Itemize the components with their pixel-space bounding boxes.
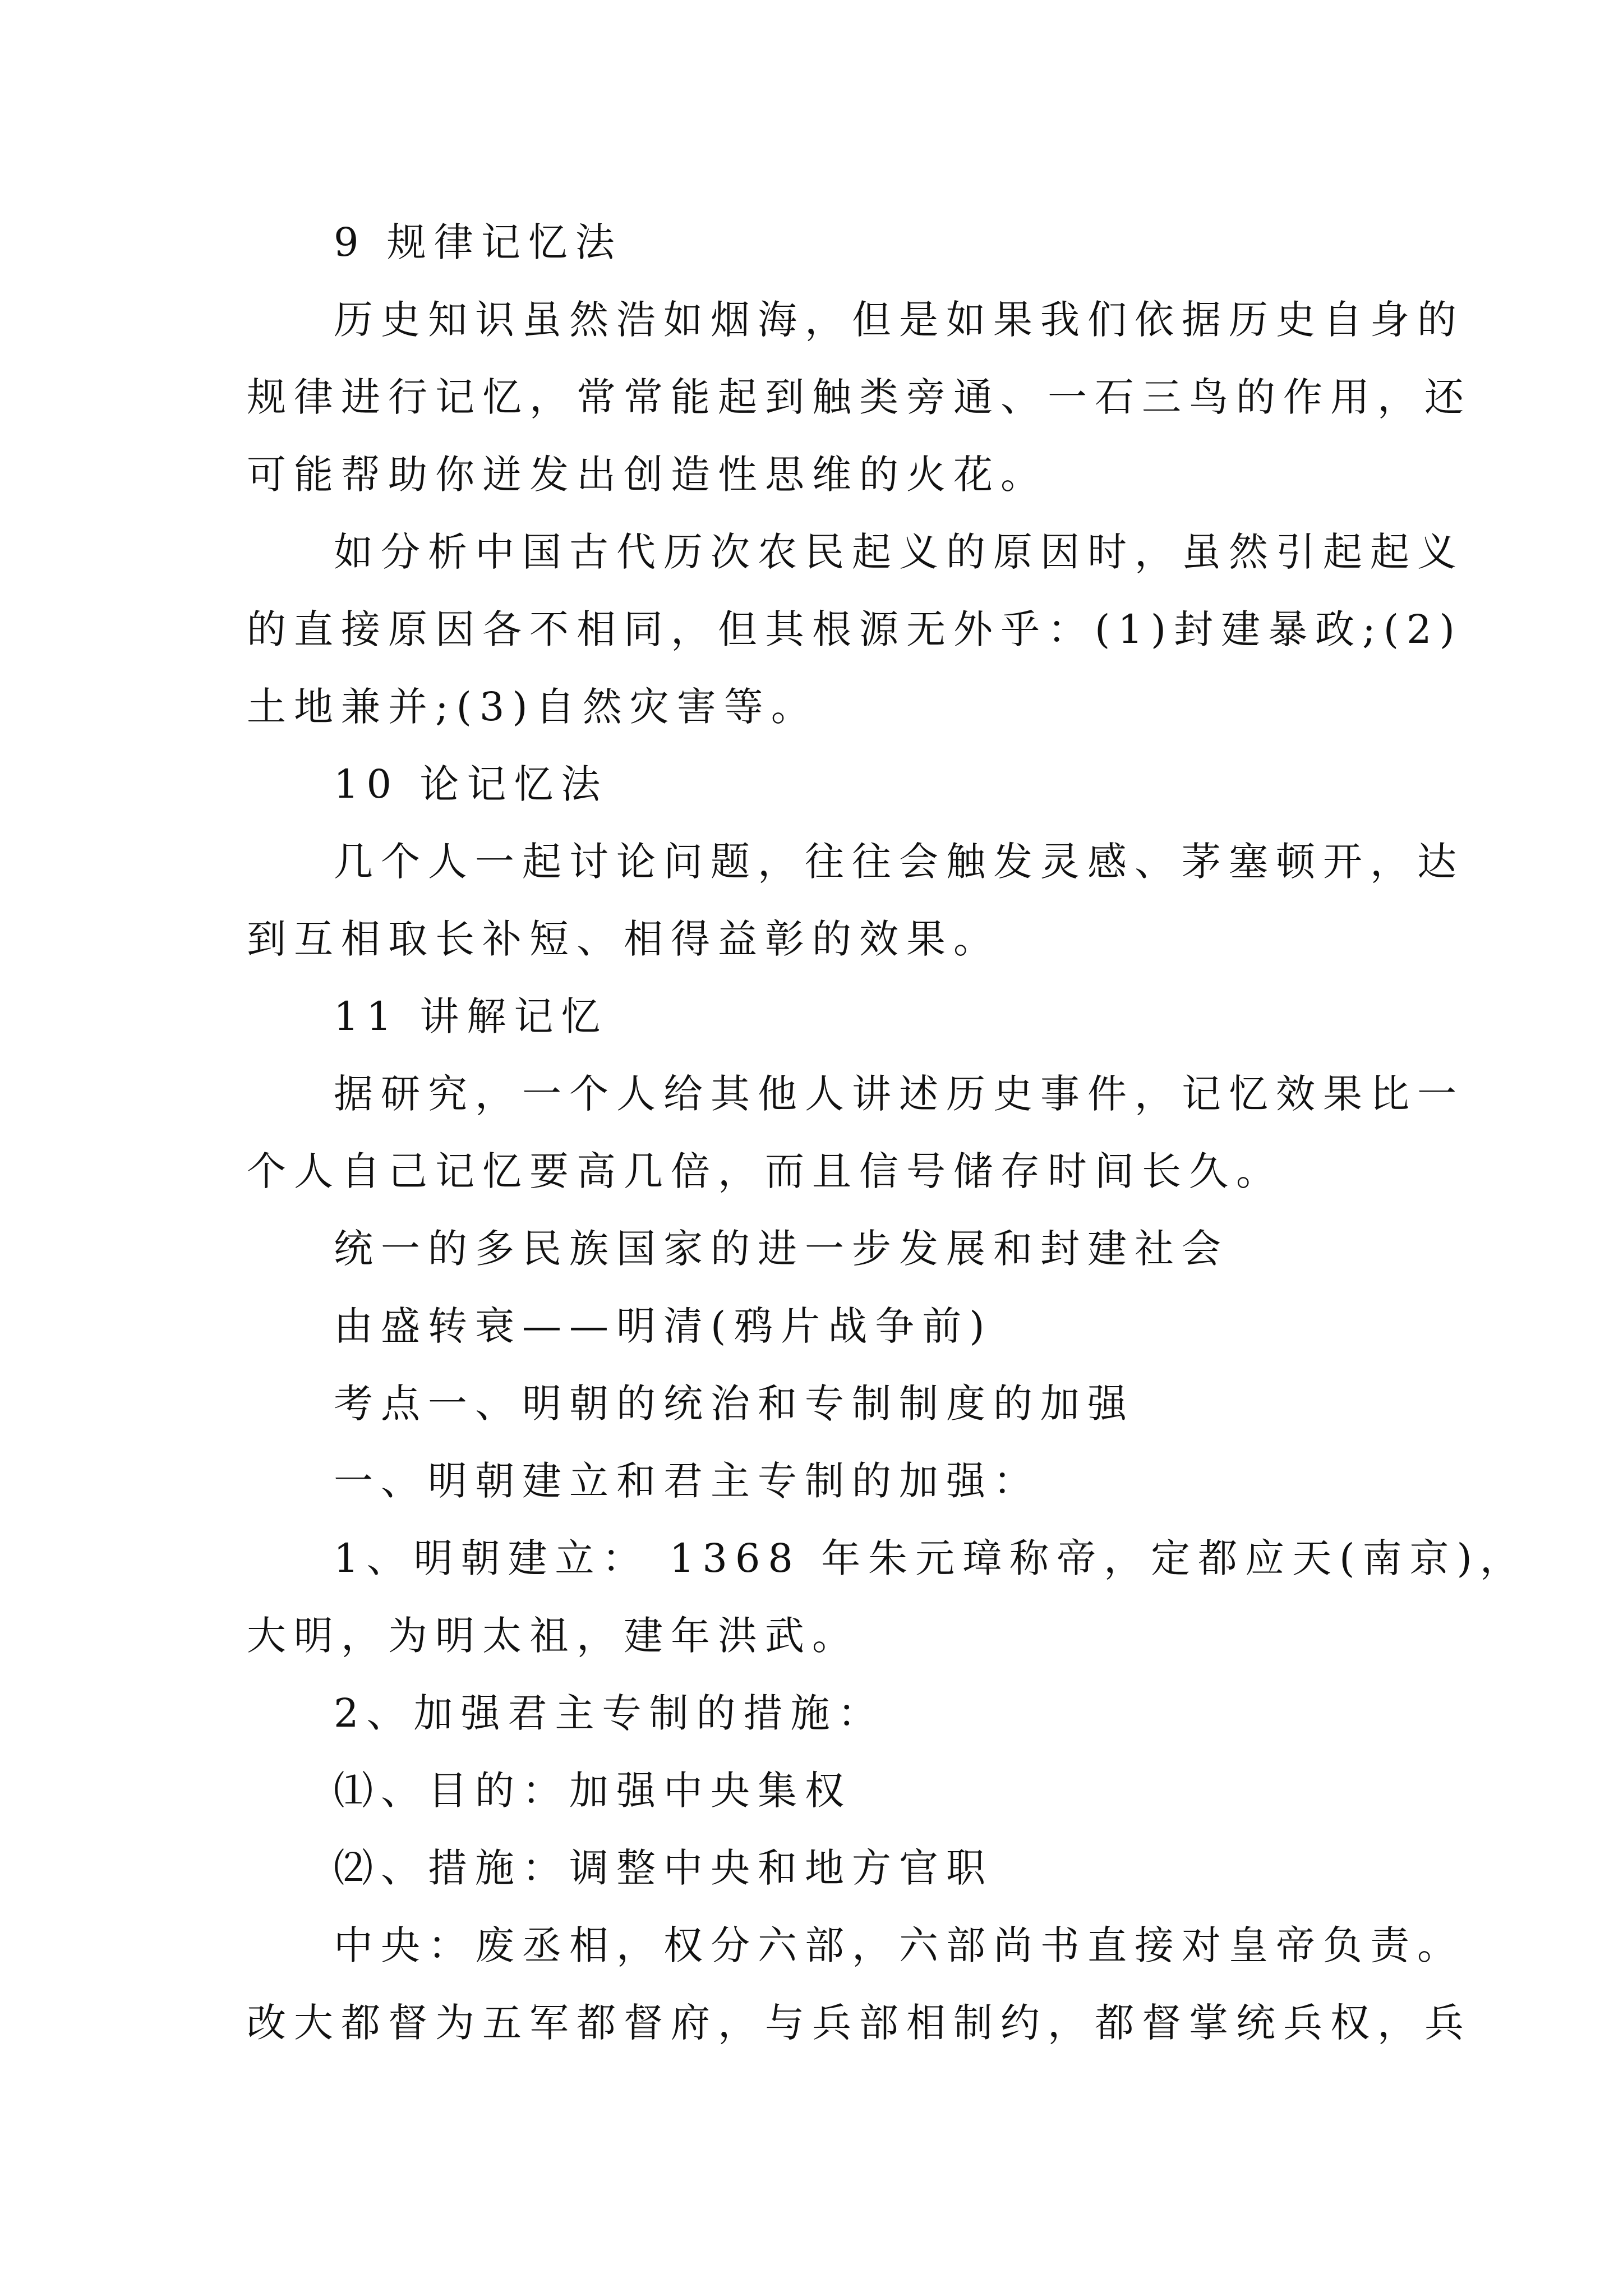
- section-title-line: 由盛转衰——明清(鸦片战争前): [334, 1303, 993, 1349]
- list-heading: 2、加强君主专制的措施：: [334, 1690, 885, 1736]
- paragraph-line: 中央：废丞相，权分六部，六部尚书直接对皇帝负责。: [334, 1922, 1464, 1968]
- exam-point-heading: 考点一、明朝的统治和专制制度的加强: [334, 1381, 1135, 1427]
- paragraph-line: 如分析中国古代历次农民起义的原因时，虽然引起起义: [334, 529, 1464, 575]
- list-item: ⑴、目的：加强中央集权: [334, 1768, 852, 1814]
- paragraph-line: 改大都督为五军都督府，与兵部相制约，都督掌统兵权，兵: [247, 2000, 1472, 2046]
- paragraph-line: 规律进行记忆，常常能起到触类旁通、一石三鸟的作用，还: [247, 374, 1472, 420]
- subsection-heading: 一、明朝建立和君主专制的加强：: [334, 1458, 1040, 1504]
- heading-discussion-memory: 10 论记忆法: [334, 761, 608, 807]
- paragraph-line: 的直接原因各不相同，但其根源无外乎：(1)封建暴政;(2): [247, 606, 1463, 652]
- paragraph-line: 到互相取长补短、相得益彰的效果。: [247, 916, 1000, 962]
- paragraph-line: 据研究，一个人给其他人讲述历史事件，记忆效果比一: [334, 1071, 1464, 1117]
- paragraph-line: 大明，为明太祖，建年洪武。: [247, 1613, 859, 1659]
- paragraph-line: 历史知识虽然浩如烟海，但是如果我们依据历史自身的: [334, 297, 1464, 343]
- heading-rule-memory: 9 规律记忆法: [334, 219, 623, 265]
- list-item: ⑵、措施：调整中央和地方官职: [334, 1845, 993, 1891]
- heading-explain-memory: 11 讲解记忆: [334, 993, 608, 1039]
- paragraph-line: 可能帮助你迸发出创造性思维的火花。: [247, 452, 1048, 498]
- paragraph-line: 个人自己记忆要高几倍，而且信号储存时间长久。: [247, 1148, 1283, 1194]
- section-title-line: 统一的多民族国家的进一步发展和封建社会: [334, 1226, 1229, 1272]
- paragraph-line: 1、明朝建立： 1368 年朱元璋称帝，定都应天(南京)，: [334, 1535, 1527, 1581]
- paragraph-line: 土地兼并;(3)自然灾害等。: [247, 684, 818, 730]
- paragraph-line: 几个人一起讨论问题，往往会触发灵感、茅塞顿开，达: [334, 839, 1464, 885]
